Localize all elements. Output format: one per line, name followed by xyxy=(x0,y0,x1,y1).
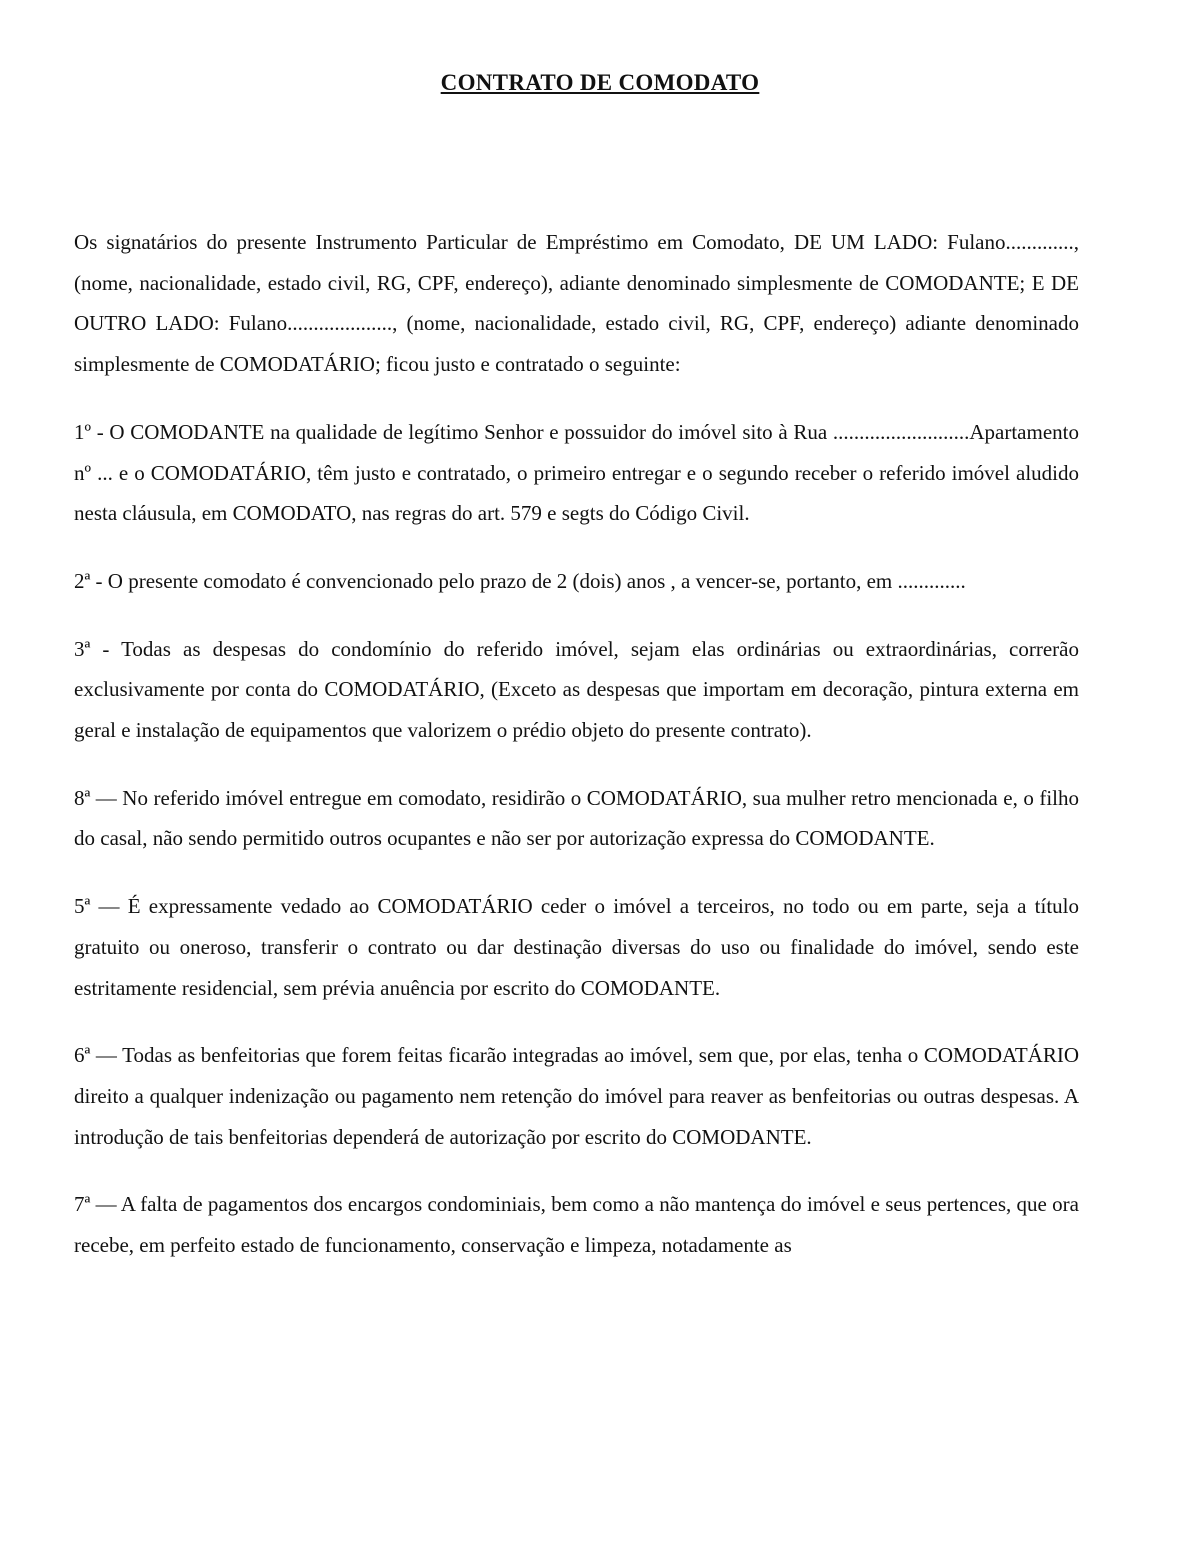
paragraph-clause-8: 8ª — No referido imóvel entregue em comodato, residirão o COMODATÁRIO, sua mulher retro mencionada e, o filho do casal, não sendo permitido outros ocupantes e não ser por autorização expressa do COMODANTE. xyxy=(74,785,1079,851)
paragraph-clause-6: 6ª — Todas as benfeitorias que forem feitas ficarão integradas ao imóvel, sem que, por elas, tenha o COMODATÁRIO direito a qualquer indenização ou pagamento nem retenção do imóvel para reaver as benfeitorias ou outras despesas. A introdução de tais benfeitorias dependerá de autorização por escrito do COMODANTE. xyxy=(74,1043,1079,1149)
paragraph-clause-3: 3ª - Todas as despesas do condomínio do referido imóvel, sejam elas ordinárias ou extraordinárias, correrão exclusivamente por conta do COMODATÁRIO, (Exceto as despesas que importam em decoração, pintura externa em geral e instalação de equipamentos que valorizem o prédio objeto do presente contrato). xyxy=(74,636,1079,743)
document-title: CONTRATO DE COMODATO xyxy=(440,70,760,95)
paragraph-clause-2: 2ª - O presente comodato é convencionado pelo prazo de 2 (dois) anos , a vencer-se, portanto, em ............. xyxy=(74,568,966,593)
paragraph-preamble: Os signatários do presente Instrumento Particular de Empréstimo em Comodato, DE UM LADO: Fulano............., (nome, nacionalidade, estado civil, RG, CPF, endereço), adiante denominado simplesmente de COMODANTE; E DE OUTRO LADO: Fulano...................., (nome, nacionalidade, estado civil, RG, CPF, endereço) adiante denominado simplesmente de COMODATÁRIO; ficou justo e contratado o seguinte: xyxy=(74,230,1079,377)
document-body xyxy=(74,222,1079,1293)
paragraph-clause-7: 7ª — A falta de pagamentos dos encargos condominiais, bem como a não mantença do imóvel e seus pertences, que ora recebe, em perfeito estado de funcionamento, conservação e limpeza, notadamente as xyxy=(74,1192,1079,1258)
paragraph-clause-1: 1º - O COMODANTE na qualidade de legítimo Senhor e possuidor do imóvel sito à Rua ..........................Apartamento nº ... e o COMODATÁRIO, têm justo e contratado, o primeiro entregar e o segundo receber o referido imóvel aludido nesta cláusula, em COMODATO, nas regras do art. 579 e segts do Código Civil. xyxy=(74,419,1079,526)
paragraph-clause-5: 5ª — É expressamente vedado ao COMODATÁRIO ceder o imóvel a terceiros, no todo ou em parte, seja a título gratuito ou oneroso, transferir o contrato ou dar destinação diversas do uso ou finalidade do imóvel, sendo este estritamente residencial, sem prévia anuência por escrito do COMODANTE. xyxy=(74,894,1079,1000)
